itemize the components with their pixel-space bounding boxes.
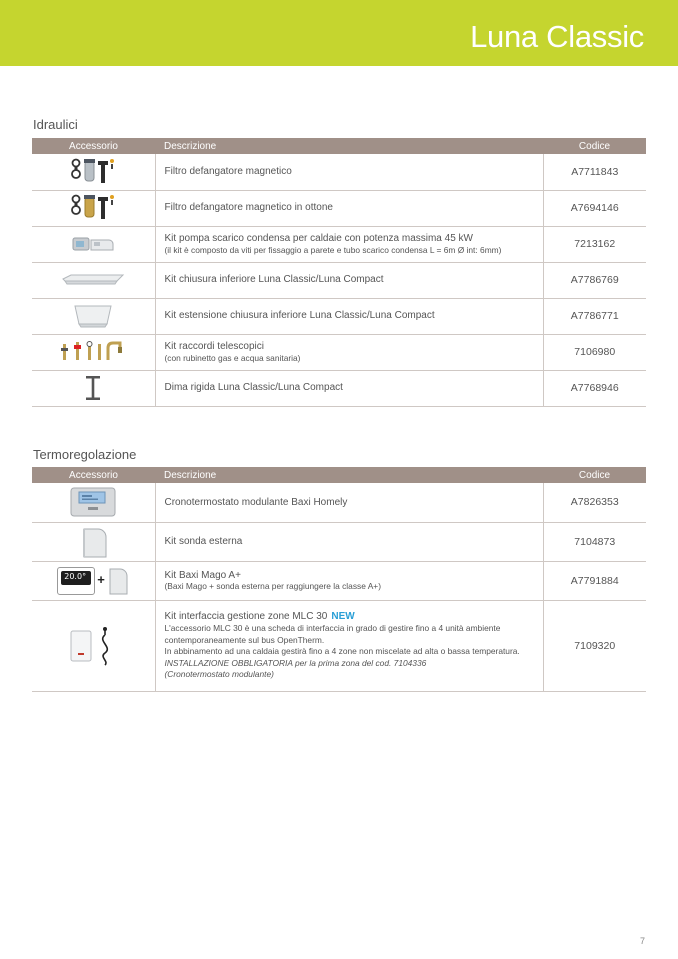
description-cell: Kit sonda esterna	[155, 522, 543, 561]
description-title	[165, 611, 537, 623]
mago-display	[61, 571, 91, 585]
column-header-code: Codice	[543, 138, 646, 154]
description-detail: L'accessorio MLC 30 è una scheda di interfaccia in grado di gestire fino a 4 unità ambiente contemporaneamente sul bus OpenTherm.	[164, 623, 501, 645]
table-row	[32, 600, 646, 691]
new-badge: NEW	[331, 610, 355, 622]
column-header-code: Codice	[543, 467, 646, 483]
code-cell: A7826353	[543, 483, 646, 522]
table-header-row	[32, 138, 646, 154]
accessory-image-cell	[32, 226, 155, 262]
description-note: (il kit è composto da viti per fissaggio a parete e tubo scarico condensa L = 6m Ø int: 6mm)	[164, 244, 502, 255]
table-row	[32, 154, 646, 190]
table-row	[32, 561, 646, 600]
code-cell: 7213162	[543, 226, 646, 262]
description-cell: Filtro defangatore magnetico	[155, 154, 543, 190]
mounting-template-icon	[83, 374, 103, 402]
description-cell	[155, 334, 543, 370]
table-row	[32, 370, 646, 406]
outdoor-sensor-icon	[107, 566, 129, 596]
code-cell: 7109320	[543, 600, 646, 691]
table-row	[32, 483, 646, 522]
table-row	[32, 298, 646, 334]
code-cell: A7791884	[543, 561, 646, 600]
description-note: (Baxi Mago + sonda esterna per raggiungere la classe A+)	[164, 581, 381, 592]
description-italic-note: (Cronotermostato modulante)	[164, 669, 274, 679]
outdoor-sensor-icon	[78, 525, 108, 559]
description-note: (con rubinetto gas e acqua sanitaria)	[164, 352, 301, 363]
description-text: Kit Baxi Mago A+	[164, 569, 241, 581]
condensate-pump-icon	[71, 232, 115, 256]
description-text: Kit pompa scarico condensa per caldaie con potenza massima 45 kW	[164, 233, 473, 245]
accessory-image-cell	[32, 370, 155, 406]
termoregolazione-table	[32, 467, 646, 692]
table-row	[32, 522, 646, 561]
column-header-accessory: Accessorio	[32, 138, 155, 154]
accessory-image-cell	[32, 298, 155, 334]
telescopic-fittings-icon	[60, 338, 126, 366]
section-title-idraulici: Idraulici	[33, 117, 78, 132]
magnetic-filter-brass-icon	[70, 193, 116, 223]
column-header-accessory: Accessorio	[32, 467, 155, 483]
description-cell: Filtro defangatore magnetico in ottone	[155, 190, 543, 226]
code-cell: A7786771	[543, 298, 646, 334]
description-cell	[155, 226, 543, 262]
cover-extension-icon	[71, 302, 115, 330]
accessory-image-cell	[32, 334, 155, 370]
magnetic-filter-icon	[70, 157, 116, 187]
table-row	[32, 190, 646, 226]
accessory-image-cell	[32, 154, 155, 190]
description-cell	[155, 561, 543, 600]
description-text: Kit raccordi telescopici	[164, 341, 264, 353]
accessory-image-cell	[32, 561, 155, 600]
description-text: Kit interfaccia gestione zone MLC 30	[164, 610, 328, 622]
description-cell	[155, 600, 543, 691]
table-row	[32, 262, 646, 298]
code-cell: 7106980	[543, 334, 646, 370]
thermostat-icon	[69, 486, 117, 518]
accessory-image-cell	[32, 190, 155, 226]
accessory-image-cell	[32, 522, 155, 561]
code-cell: A7694146	[543, 190, 646, 226]
column-header-description: Descrizione	[155, 467, 543, 483]
plus-icon: +	[97, 571, 105, 587]
description-cell: Kit estensione chiusura inferiore Luna Classic/Luna Compact	[155, 298, 543, 334]
table-row	[32, 334, 646, 370]
description-italic-note: INSTALLAZIONE OBBLIGATORIA per la prima zona del cod. 7104336	[164, 657, 427, 668]
idraulici-table	[32, 138, 646, 407]
zone-interface-icon	[65, 625, 121, 667]
section-title-termoregolazione: Termoregolazione	[33, 447, 137, 462]
page-number: 7	[639, 936, 645, 946]
description-detail: In abbinamento ad una caldaia gestirà fino a 4 zone non miscelate ad alta o bassa temperatura.	[164, 646, 520, 656]
description-cell: Kit chiusura inferiore Luna Classic/Luna Compact	[155, 262, 543, 298]
accessory-image-cell	[32, 262, 155, 298]
code-cell: 7104873	[543, 522, 646, 561]
code-cell: A7768946	[543, 370, 646, 406]
table-header-row	[32, 467, 646, 483]
mago-display-value: 20.0°	[64, 571, 87, 581]
table-row	[32, 226, 646, 262]
code-cell: A7711843	[543, 154, 646, 190]
code-cell: A7786769	[543, 262, 646, 298]
bottom-cover-icon	[61, 271, 125, 289]
mago-thermostat	[57, 567, 95, 595]
mago-kit-icon	[57, 565, 129, 597]
description-cell: Dima rigida Luna Classic/Luna Compact	[155, 370, 543, 406]
column-header-description: Descrizione	[155, 138, 543, 154]
accessory-image-cell	[32, 600, 155, 691]
page-title: Luna Classic	[470, 19, 644, 54]
accessory-image-cell	[32, 483, 155, 522]
description-cell: Cronotermostato modulante Baxi Homely	[155, 483, 543, 522]
